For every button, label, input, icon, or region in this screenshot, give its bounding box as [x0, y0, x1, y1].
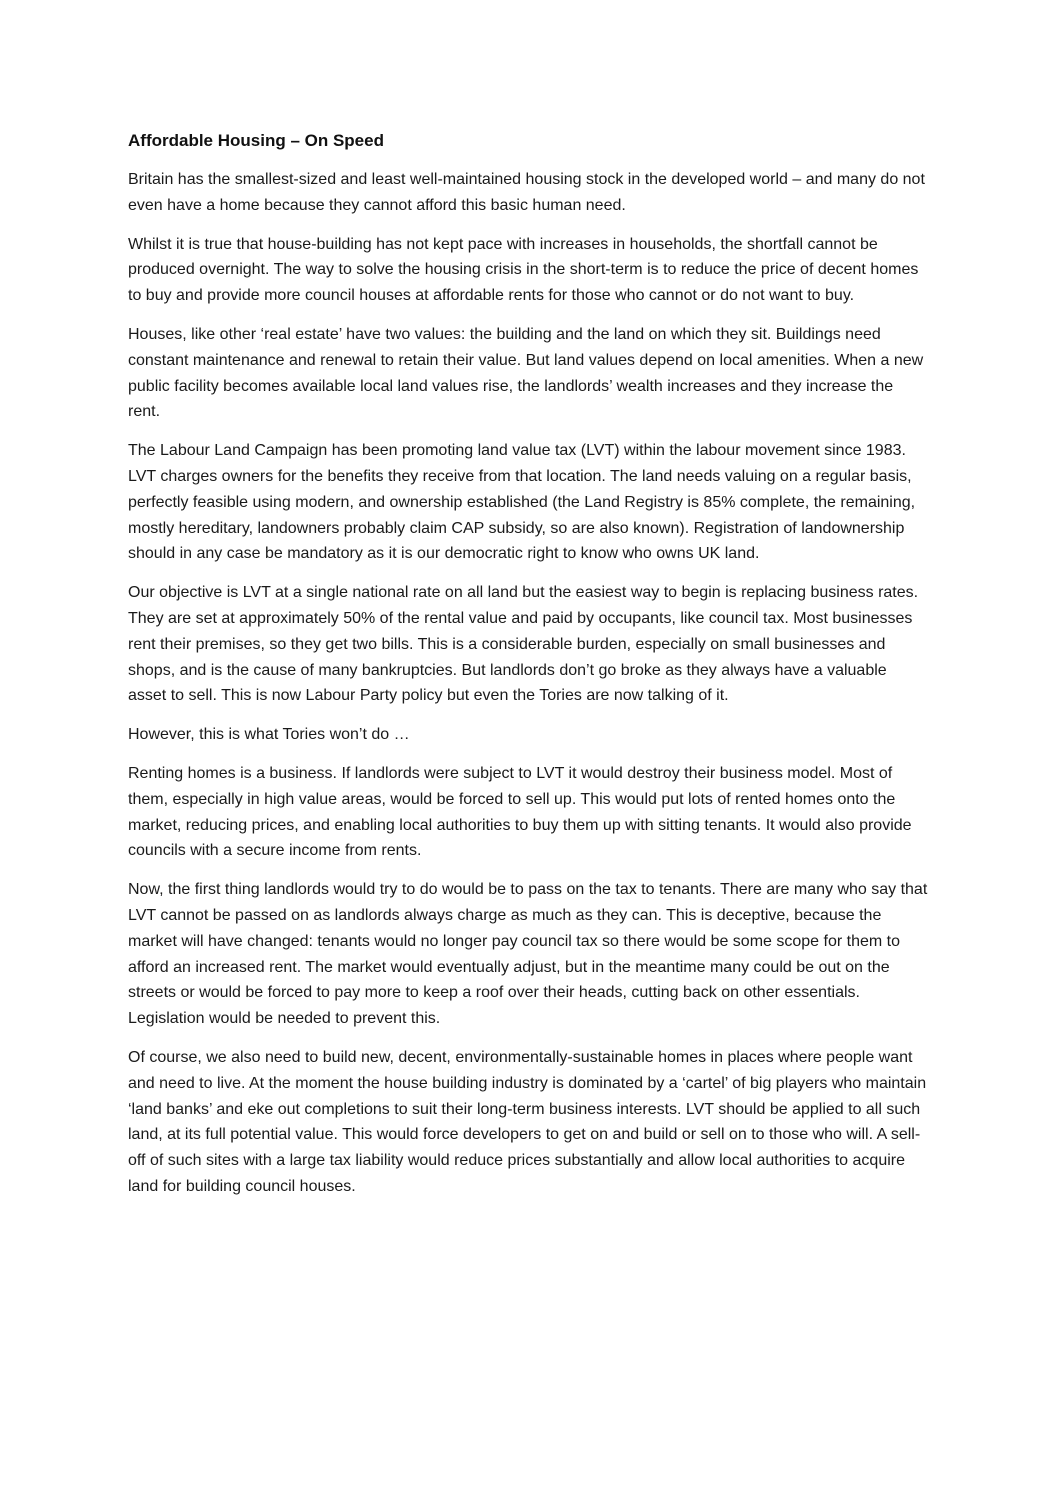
- document-title: Affordable Housing – On Speed: [128, 131, 384, 150]
- paragraph-intro: Britain has the smallest-sized and least well-maintained housing stock in the developed world – and many do not even have a home because they cannot afford this basic human need.: [128, 171, 925, 214]
- paragraph-new-homes: Of course, we also need to build new, decent, environmentally-sustainable homes in places where people want and need to live. At the moment the house building industry is dominated by a ‘cartel’ of big players who maintain ‘land banks’ and eke out completions to suit their long-term business interests. LVT should be applied to all such land, at its full potential value. This would force developers to get on and build or sell on to those who will. A sell-off of such sites with a large tax liability would reduce prices substantially and allow local authorities to acquire land for building council houses.: [128, 1048, 927, 1195]
- paragraph-labour-land-campaign: The Labour Land Campaign has been promoting land value tax (LVT) within the labour movement since 1983. LVT charges owners for the benefits they receive from that location. The land needs valuing on a regular basis, perfectly feasible using modern, and ownership established (the Land Registry is 85% complete, the remaining, mostly hereditary, landowners probably claim CAP subsidy, so are also known). Registration of landownership should in any case be mandatory as it is our democratic right to know who owns UK land.: [128, 442, 916, 563]
- paragraph-pass-on-tax: Now, the first thing landlords would try to do would be to pass on the tax to tenants. There are many who say that LVT cannot be passed on as landlords always charge as much as they can. This is deceptive, because the market will have changed: tenants would no longer pay council tax so there would be some scope for them to afford an increased rent. The market would eventually adjust, but in the meantime many could be out on the streets or would be forced to pay more to keep a roof over their heads, cutting back on other essentials. Legislation would be needed to prevent this.: [128, 881, 928, 1028]
- paragraph-tories: However, this is what Tories won’t do …: [128, 726, 410, 744]
- paragraph-two-values: Houses, like other ‘real estate’ have two values: the building and the land on which they sit. Buildings need constant maintenance and renewal to retain their value. But land values depend on local amenities. When a new public facility becomes available local land values rise, the landlords’ wealth increases and they increase the rent.: [128, 325, 924, 421]
- paragraph-business-rates: Our objective is LVT at a single national rate on all land but the easiest way to begin is replacing business rates. They are set at approximately 50% of the rental value and paid by occupants, like council tax. Most businesses rent their premises, so they get two bills. This is a considerable burden, especially on small businesses and shops, and is the cause of many bankruptcies. But landlords don’t go broke as they always have a valuable asset to sell. This is now Labour Party policy but even the Tories are now talking of it.: [128, 584, 919, 705]
- paragraph-renting-homes: Renting homes is a business. If landlords were subject to LVT it would destroy their business model. Most of them, especially in high value areas, would be forced to sell up. This would put lots of rented homes onto the market, reducing prices, and enabling local authorities to buy them up with sitting tenants. It would also provide councils with a secure income from rents.: [128, 764, 912, 860]
- paragraph-shortfall: Whilst it is true that house-building has not kept pace with increases in households, the shortfall cannot be produced overnight. The way to solve the housing crisis in the short-term is to reduce the price of decent homes to buy and provide more council houses at affordable rents for those who cannot or do not want to buy.: [128, 235, 919, 305]
- document-page: [128, 128, 928, 1213]
